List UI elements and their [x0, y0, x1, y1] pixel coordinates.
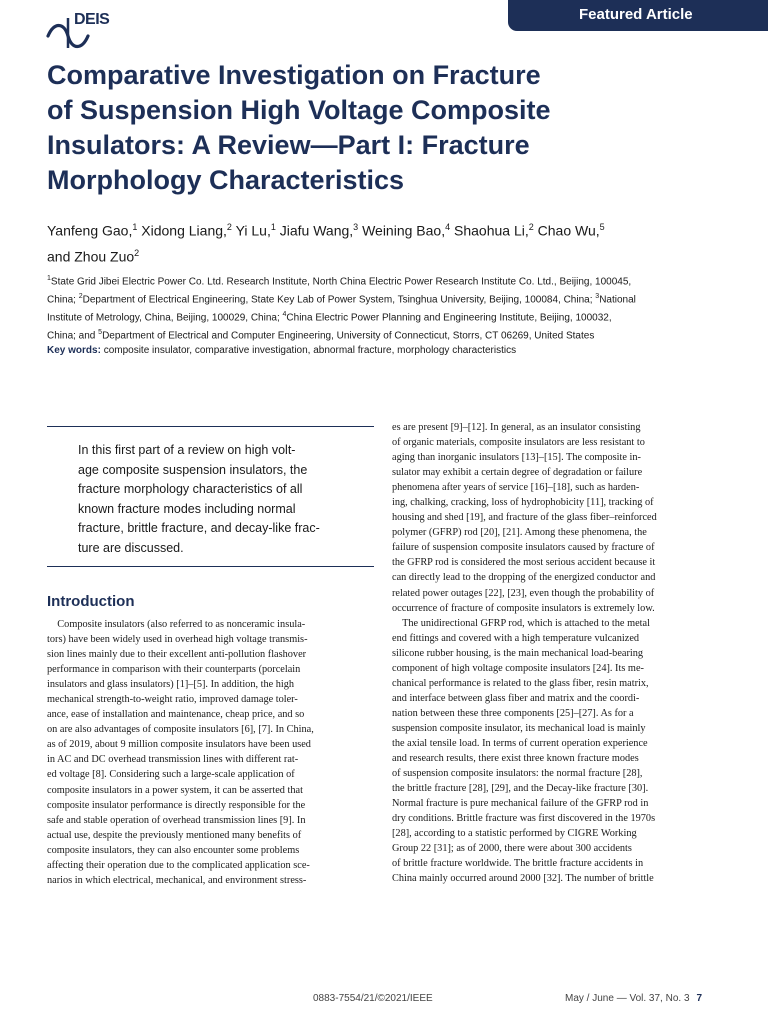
body-text-line: ance, ease of installation and maintenance, cheap price, and so	[47, 709, 305, 721]
body-text-line: safe and stable operation of overhead transmission lines [9]. In	[47, 814, 306, 826]
affil-mark: 1	[47, 275, 51, 282]
body-text-line: the GFRP rod is considered the most serious accident because it	[392, 557, 656, 569]
title-line: of Suspension High Voltage Composite	[47, 95, 551, 125]
body-text-line: ed voltage [8]. Considering such a large-scale application of	[47, 769, 295, 781]
author-name: Weining Bao,	[358, 222, 446, 239]
affiliation-line	[47, 308, 727, 326]
affiliation-text: Department of Electrical Engineering, State Key Lab of Power System, Tsinghua University, Beijing, 100084, China;	[82, 294, 596, 306]
affiliations	[47, 272, 727, 344]
body-text-line: composite insulators, they can also encounter some problems	[47, 844, 300, 856]
body-text-line: housing and shed [19], and fracture of the glass fiber–reinforced	[392, 512, 657, 524]
keywords-text: composite insulator, comparative investigation, abnormal fracture, morphology characteristics	[103, 345, 517, 356]
affil-mark: 2	[78, 293, 83, 301]
body-text-line: China mainly occurred around 2000 [32]. The number of brittle	[392, 873, 654, 885]
body-text-line: component of high voltage composite insulators [24]. Its me-	[392, 662, 644, 674]
affiliation-line	[47, 326, 727, 344]
footer-issue	[565, 993, 702, 1004]
affiliation-text: China; and	[47, 330, 99, 342]
affiliation-text: China Electric Power Planning and Engineering Institute, Beijing, 100032,	[286, 312, 612, 324]
author-affil-mark: 3	[353, 222, 359, 232]
keywords-label: Key words:	[47, 345, 101, 356]
body-text-line: suspension composite insulator, its mechanical load is mainly	[392, 722, 646, 734]
affil-mark: 5	[98, 329, 103, 337]
body-text-line: affecting their operation due to the complicated application sce-	[47, 859, 310, 871]
keywords	[47, 345, 737, 356]
affiliation-text: China;	[47, 294, 79, 306]
author-affil-mark: 4	[445, 222, 451, 232]
title-line: Insulators: A Review—Part I: Fracture	[47, 130, 530, 160]
body-text-line: can directly lead to the dropping of the energized conductor and	[392, 572, 656, 584]
body-text-line: Composite insulators (also referred to as nonceramic insula-	[47, 619, 306, 630]
page-number: 7	[696, 993, 703, 1004]
author-name: Xidong Liang,	[137, 222, 227, 239]
body-text-line: tors) have been widely used in overhead high voltage transmis-	[47, 634, 308, 646]
body-text-line: composite insulators in a power system, it can be asserted that	[47, 784, 303, 796]
article-title	[47, 58, 647, 198]
body-text-line: polymer (GFRP) rod [20], [21]. Among these phenomena, the	[392, 527, 647, 539]
body-text-line: silicone rubber housing, is the main mechanical load-bearing	[392, 647, 644, 659]
body-text-line: phenomena after years of service [16]–[18], such as harden-	[392, 482, 640, 494]
affiliation-text: Department of Electrical and Computer Engineering, University of Connecticut, Storrs, CT 06269, United States	[102, 330, 595, 342]
body-text-line: in AC and DC overhead transmission lines with different rat-	[47, 754, 299, 766]
body-text-line: related power outages [22], [23], even though the probability of	[392, 587, 655, 599]
body-text-line: ing, chalking, cracking, loss of hydrophobicity [11], tracking of	[392, 497, 654, 509]
body-text-line: occurrence of fracture of composite insulators is extremely low.	[392, 602, 655, 614]
section-heading-introduction: Introduction	[47, 593, 135, 610]
abstract-line: ture are discussed.	[78, 540, 184, 555]
body-text-line: chanical performance is related to the glass fiber, resin matrix,	[392, 677, 649, 689]
section-label: Featured Article	[579, 6, 693, 23]
affiliation-line	[47, 290, 727, 308]
abstract-line: In this first part of a review on high volt-	[78, 443, 296, 457]
abstract-line: age composite suspension insulators, the	[78, 462, 308, 477]
affil-mark: 3	[595, 293, 600, 301]
body-column-right	[392, 420, 722, 886]
body-text-line: of suspension composite insulators: the normal fracture [28],	[392, 768, 643, 780]
author-list	[47, 216, 737, 267]
body-text-line: Group 22 [31]; as of 2000, there were about 300 accidents	[392, 843, 632, 855]
body-text-line: dry conditions. Brittle fracture was first discovered in the 1970s	[392, 813, 656, 825]
author-name: and Zhou Zuo	[47, 248, 135, 265]
body-text-line: the brittle fracture [28], [29], and the Decay-like fracture [30].	[392, 783, 649, 795]
affiliation-text: Institute of Metrology, China, Beijing, 100029, China;	[47, 312, 283, 324]
journal-logo-text: DEIS	[74, 11, 110, 28]
title-line: Comparative Investigation on Fracture	[47, 60, 541, 90]
affiliation-text: State Grid Jibei Electric Power Co. Ltd. Research Institute, North China Electric Power Research Institute Co. Ltd., Beijing, 100045,	[50, 276, 632, 288]
author-affil-mark: 2	[226, 222, 232, 232]
affiliation-line	[47, 272, 727, 290]
body-text-line: and research results, there exist three known fracture modes	[392, 753, 639, 765]
body-text-line: nation between these three components [25]–[27]. As for a	[392, 707, 634, 719]
author-affil-mark: 1	[132, 222, 138, 232]
body-text-line: insulators and glass insulators) [1]–[5]. In addition, the high	[47, 679, 295, 691]
body-text-line: Normal fracture is pure mechanical failure of the GFRP rod in	[392, 798, 649, 810]
body-text-line: narios in which electrical, mechanical, and environment stress-	[47, 874, 307, 886]
body-text-line: of brittle fracture worldwide. The brittle fracture accidents in	[392, 858, 644, 870]
body-text-line: aging than inorganic insulators [13]–[15]. The composite in-	[392, 452, 641, 464]
author-affil-mark: 5	[599, 222, 605, 232]
abstract-line: fracture, brittle fracture, and decay-like frac-	[78, 521, 320, 535]
affil-mark: 4	[282, 311, 287, 319]
title-line: Morphology Characteristics	[47, 165, 405, 195]
footer-issue-text: May / June — Vol. 37, No. 3	[565, 993, 690, 1004]
body-text-line: end fittings and covered with a high temperature vulcanized	[392, 632, 640, 644]
body-text-line: mechanical strength-to-weight ratio, improved damage toler-	[47, 694, 298, 706]
author-affil-mark: 1	[270, 222, 276, 232]
body-text-line: sulator may exhibit a certain degree of degradation or failure	[392, 467, 643, 479]
body-text-line: the axial tensile load. In terms of current operation experience	[392, 737, 648, 749]
author-name: Yanfeng Gao,	[47, 222, 133, 239]
body-text-line: and interface between glass fiber and matrix and the coordi-	[392, 692, 640, 704]
author-name: Jiafu Wang,	[275, 222, 354, 239]
abstract	[78, 441, 350, 558]
body-text-line: sion lines mainly due to their excellent anti-pollution flashover	[47, 649, 307, 661]
affiliation-text: National	[599, 294, 636, 306]
body-column-left	[47, 617, 377, 888]
body-text-line: actual use, despite the previously mentioned many benefits of	[47, 829, 302, 841]
body-text-line: as of 2019, about 9 million composite insulators have been used	[47, 739, 311, 751]
author-name: Shaohua Li,	[450, 222, 529, 239]
body-text-line: failure of suspension composite insulators caused by fracture of	[392, 542, 655, 554]
abstract-top-rule	[47, 426, 374, 427]
body-text-line: on are also advantages of composite insulators [6], [7]. In China,	[47, 724, 314, 736]
body-text-line: es are present [9]–[12]. In general, as an insulator consisting	[392, 422, 641, 433]
footer-issn: 0883-7554/21/©2021/IEEE	[313, 993, 433, 1004]
body-text-line: of organic materials, composite insulators are less resistant to	[392, 437, 645, 449]
author-name: Yi Lu,	[231, 222, 271, 239]
body-text-line: performance in comparison with their counterparts (porcelain	[47, 664, 301, 676]
body-text-line: The unidirectional GFRP rod, which is attached to the metal	[392, 617, 650, 629]
author-name: Chao Wu,	[533, 222, 600, 239]
abstract-bottom-rule	[47, 566, 374, 567]
body-text-line: [28], according to a statistic performed by CIGRE Working	[392, 828, 637, 840]
abstract-line: fracture morphology characteristics of all	[78, 482, 303, 496]
featured-article-banner	[508, 0, 768, 31]
body-text-line: composite insulator performance is directly responsible for the	[47, 799, 306, 811]
author-affil-mark: 2	[528, 222, 534, 232]
abstract-line: known fracture modes including normal	[78, 501, 296, 516]
author-affil-mark: 2	[134, 247, 140, 258]
